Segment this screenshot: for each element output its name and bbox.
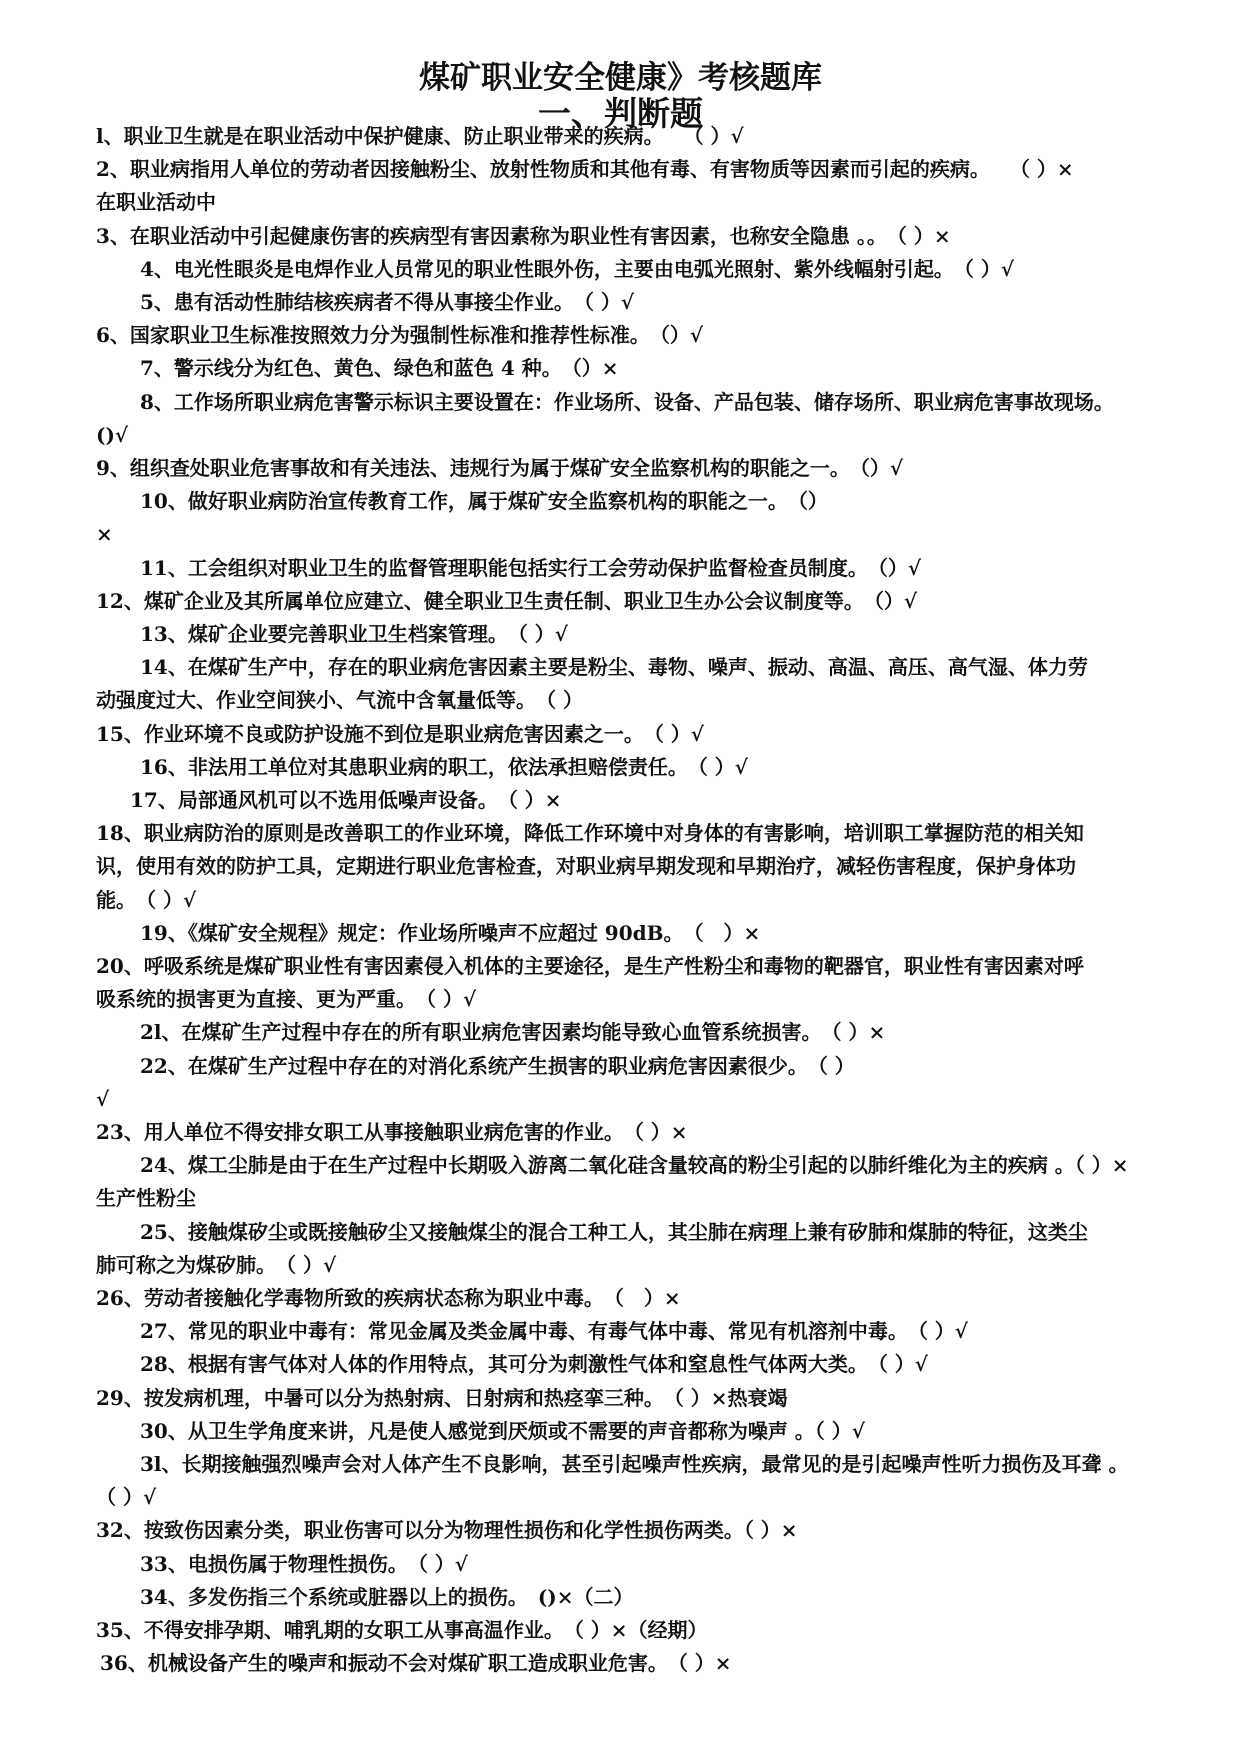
question-line: 20、呼吸系统是煤矿职业性有害因素侵入机体的主要途径，是生产性粉尘和毒物的靶器官，职业性有害因素对呼 [96,954,1084,978]
question-line: 18、职业病防治的原则是改善职工的作业环境，降低工作环境中对身体的有害影响，培训职工掌握防范的相关知 [96,821,1084,845]
question-line: 23、用人单位不得安排女职工从事接触职业病危害的作业。 （ ）× [96,1120,688,1144]
question-line: 35、不得安排孕期、哺乳期的女职工从事高温作业。 （ ）×（经期） [96,1618,708,1642]
question-line: 吸系统的损害更为直接、更为严重。 （ ）√ [96,987,477,1011]
question-line: 28、根据有害气体对人体的作用特点，其可分为刺激性气体和窒息性气体两大类。 （ ）√ [140,1352,928,1376]
question-line: 30、从卫生学角度来讲，凡是使人感觉到厌烦或不需要的声音都称为噪声 。（ ）√ [140,1419,865,1443]
section-heading: 一、判断题 [538,94,703,133]
question-line: 13、煤矿企业要完善职业卫生档案管理。 （ ）√ [140,622,568,646]
question-line: 19、《煤矿安全规程》规定：作业场所噪声不应超过 90dB。 （ ）× [140,921,761,945]
question-line: 3l、长期接触强烈噪声会对人体产生不良影响，甚至引起噪声性疾病，最常见的是引起噪声性听力损伤及耳聋 。 [140,1452,1129,1476]
question-line: 12、煤矿企业及其所属单位应建立、健全职业卫生责任制、职业卫生办公会议制度等。 （）√ [96,589,917,613]
question-line: 6、国家职业卫生标准按照效力分为强制性标准和推荐性标准。 （）√ [96,323,704,347]
question-line: 11、工会组织对职业卫生的监督管理职能包括实行工会劳动保护监督检查员制度。 （）√ [140,556,921,580]
question-line: 5、患有活动性肺结核疾病者不得从事接尘作业。 （ ）√ [140,290,635,314]
question-line: 在职业活动中 [96,190,216,214]
question-line: 26、劳动者接触化学毒物所致的疾病状态称为职业中毒。 （ ）× [96,1286,681,1310]
question-line: 33、电损伤属于物理性损伤。 （ ）√ [140,1552,468,1576]
question-line: 4、电光性眼炎是电焊作业人员常见的职业性眼外伤，主要由电弧光照射、紫外线幅射引起。 （ ）√ [140,257,1015,281]
question-line: 8、工作场所职业病危害警示标识主要设置在：作业场所、设备、产品包装、储存场所、职业病危害事故现场。 [140,390,1114,414]
question-line: 肺可称之为煤矽肺。 （ ）√ [96,1253,337,1277]
question-line: 36、机械设备产生的噪声和振动不会对煤矿职工造成职业危害。 （ ）× [100,1651,732,1675]
question-line: 动强度过大、作业空间狭小、气流中含氧量低等。 （ ） [96,688,583,712]
question-line: 34、多发伤指三个系统或脏器以上的损伤。 ()×（二） [140,1585,634,1609]
question-line: 7、警示线分为红色、黄色、绿色和蓝色 4 种。 （）× [140,356,619,380]
question-line: 24、煤工尘肺是由于在生产过程中长期吸入游离二氧化硅含量较高的粉尘引起的以肺纤维化为主的疾病 。（ ）× [140,1153,1129,1177]
question-line: 2、职业病指用人单位的劳动者因接触粉尘、放射性物质和其他有毒、有害物质等因素而引起的疾病。 （ ）× [96,157,1074,181]
question-line: （ ）√ [96,1485,157,1509]
question-line: 识，使用有效的防护工具，定期进行职业危害检查，对职业病早期发现和早期治疗，减轻伤害程度，保护身体功 [96,854,1076,878]
question-line: ()√ [96,423,129,447]
question-line: 2l、在煤矿生产过程中存在的所有职业病危害因素均能导致心血管系统损害。 （ ）× [140,1020,886,1044]
question-line: 10、做好职业病防治宣传教育工作，属于煤矿安全监察机构的职能之一。 （） [140,489,828,513]
question-line: l、职业卫生就是在职业活动中保护健康、防止职业带来的疾病。 （ ）√ [96,124,744,148]
document-title: 煤矿职业安全健康》考核题库 [419,60,822,96]
question-line: 3、在职业活动中引起健康伤害的疾病型有害因素称为职业性有害因素，也称安全隐患 。。 （ ）× [96,224,951,248]
question-line: 生产性粉尘 [96,1186,196,1210]
question-line: 9、组织查处职业危害事故和有关违法、违规行为属于煤矿安全监察机构的职能之一。 （）√ [96,456,904,480]
question-line: 16、非法用工单位对其患职业病的职工，依法承担赔偿责任。 （ ）√ [140,755,748,779]
question-line: 能。 （ ）√ [96,888,197,912]
question-line: 14、在煤矿生产中，存在的职业病危害因素主要是粉尘、毒物、噪声、振动、高温、高压、高气湿、体力劳 [140,655,1088,679]
question-line: 29、按发病机理，中暑可以分为热射病、日射病和热痉挛三种。 （ ）×热衰竭 [96,1386,788,1410]
question-line: 27、常见的职业中毒有：常见金属及类金属中毒、有毒气体中毒、常见有机溶剂中毒。 （ ）√ [140,1319,968,1343]
question-line: 22、在煤矿生产过程中存在的对消化系统产生损害的职业病危害因素很少。 （ ） [140,1054,855,1078]
question-line: √ [96,1087,110,1111]
question-line: × [96,522,113,546]
question-line: 32、按致伤因素分类，职业伤害可以分为物理性损伤和化学性损伤两类。（ ）× [96,1518,798,1542]
question-line: 17、局部通风机可以不选用低噪声设备。 （ ）× [130,788,562,812]
question-line: 25、接触煤矽尘或既接触矽尘又接触煤尘的混合工种工人，其尘肺在病理上兼有矽肺和煤肺的特征，这类尘 [140,1220,1088,1244]
question-line: 15、作业环境不良或防护设施不到位是职业病危害因素之一。 （ ）√ [96,722,704,746]
